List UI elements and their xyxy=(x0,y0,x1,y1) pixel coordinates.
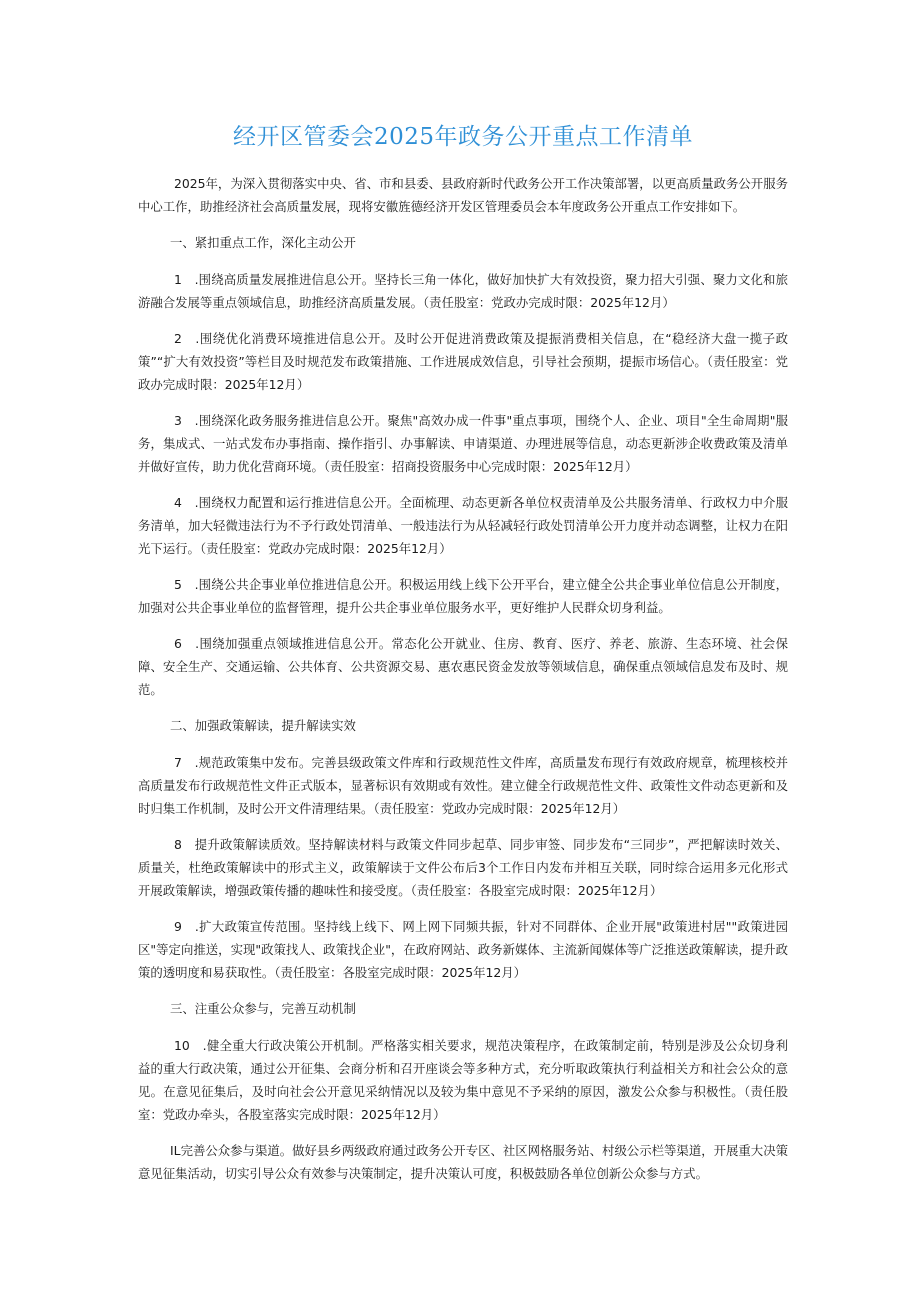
list-item: 8 提升政策解读质效。坚持解读材料与政策文件同步起草、同步审签、同步发布“三同步”，严把解读时效关、质量关，杜绝政策解读中的形式主义，政策解读于文件公布后3个工作日内发布并相互关联，同时综合运用多元化形式开展政策解读，增强政策传播的趣味性和接受度。（责任股室：各股室完成时限：2025年12月） xyxy=(138,837,788,898)
list-item: 4 .围绕权力配置和运行推进信息公开。全面梳理、动态更新各单位权责清单及公共服务清单、行政权力中介服务清单，加大轻微违法行为不予行政处罚清单、一般违法行为从轻减轻行政处罚清单公开力度并动态调整，让权力在阳光下运行。（责任股室：党政办完成时限：2025年12月） xyxy=(138,495,788,556)
intro-paragraph: 2025年，为深入贯彻落实中央、省、市和县委、县政府新时代政务公开工作决策部署，以更高质量政务公开服务中心工作，助推经济社会高质量发展，现将安徽旌德经济开发区管理委员会本年度政务公开重点工作安排如下。 xyxy=(138,176,788,214)
document-title: 经开区管委会2025年政务公开重点工作清单 xyxy=(232,124,694,150)
list-item: 3 .围绕深化政务服务推进信息公开。聚焦"高效办成一件事"重点事项，围绕个人、企业、项目"全生命周期"服务，集成式、一站式发布办事指南、操作指引、办事解读、申请渠道、办理进展等信息，动态更新涉企收费政策及清单并做好宣传，助力优化营商环境。（责任股室：招商投资服务中心完成时限：2025年12月） xyxy=(138,413,788,474)
document-body xyxy=(138,172,788,1198)
list-item: IL完善公众参与渠道。做好县乡两级政府通过政务公开专区、社区网格服务站、村级公示栏等渠道，开展重大决策意见征集活动，切实引导公众有效参与决策制定，提升决策认可度，积极鼓励各单位创新公众参与方式。 xyxy=(138,1143,788,1181)
list-item: 7 .规范政策集中发布。完善县级政策文件库和行政规范性文件库，高质量发布现行有效政府规章，梳理核校并高质量发布行政规范性文件正式版本，显著标识有效期或有效性。建立健全行政规范性文件、政策性文件动态更新和及时归集工作机制，及时公开文件清理结果。（责任股室：党政办完成时限：2025年12月） xyxy=(138,755,788,816)
list-item: 10 .健全重大行政决策公开机制。严格落实相关要求，规范决策程序，在政策制定前，特别是涉及公众切身利益的重大行政决策，通过公开征集、会商分析和召开座谈会等多种方式，充分听取政策执行利益相关方和社会公众的意见。在意见征集后，及时向社会公开意见采纳情况以及较为集中意见不予采纳的原因，激发公众参与积极性。（责任股室：党政办牵头，各股室落实完成时限：2025年12月） xyxy=(138,1038,788,1122)
list-item: 9 .扩大政策宣传范围。坚持线上线下、网上网下同频共振，针对不同群体、企业开展"政策进村居""政策进园区"等定向推送，实现"政策找人、政策找企业"，在政府网站、政务新媒体、主流新闻媒体等广泛推送政策解读，提升政策的透明度和易获取性。（责任股室：各股室完成时限：2025年12月） xyxy=(138,919,788,980)
list-item: 2 .围绕优化消费环境推进信息公开。及时公开促进消费政策及提振消费相关信息，在“稳经济大盘一揽子政策”“扩大有效投资”等栏目及时规范发布政策措施、工作进展成效信息，引导社会预期，提振市场信心。（责任股室：党政办完成时限：2025年12月） xyxy=(138,331,788,392)
list-item: 5 .围绕公共企事业单位推进信息公开。积极运用线上线下公开平台，建立健全公共企事业单位信息公开制度，加强对公共企事业单位的监督管理，提升公共企事业单位服务水平，更好维护人民群众切身利益。 xyxy=(138,577,788,615)
list-item: 1 .围绕高质量发展推进信息公开。坚持长三角一体化，做好加快扩大有效投资，聚力招大引强、聚力文化和旅游融合发展等重点领域信息，助推经济高质量发展。（责任股室：党政办完成时限：2025年12月） xyxy=(138,272,788,310)
section-heading: 一、紧扣重点工作，深化主动公开 xyxy=(170,235,356,250)
section-heading: 二、加强政策解读，提升解读实效 xyxy=(170,718,356,733)
section-heading: 三、注重公众参与，完善互动机制 xyxy=(170,1001,356,1016)
list-item: 6 .围绕加强重点领域推进信息公开。常态化公开就业、住房、教育、医疗、养老、旅游、生态环境、社会保障、安全生产、交通运输、公共体育、公共资源交易、惠农惠民资金发放等领域信息，确保重点领域信息发布及时、规范。 xyxy=(138,636,788,697)
